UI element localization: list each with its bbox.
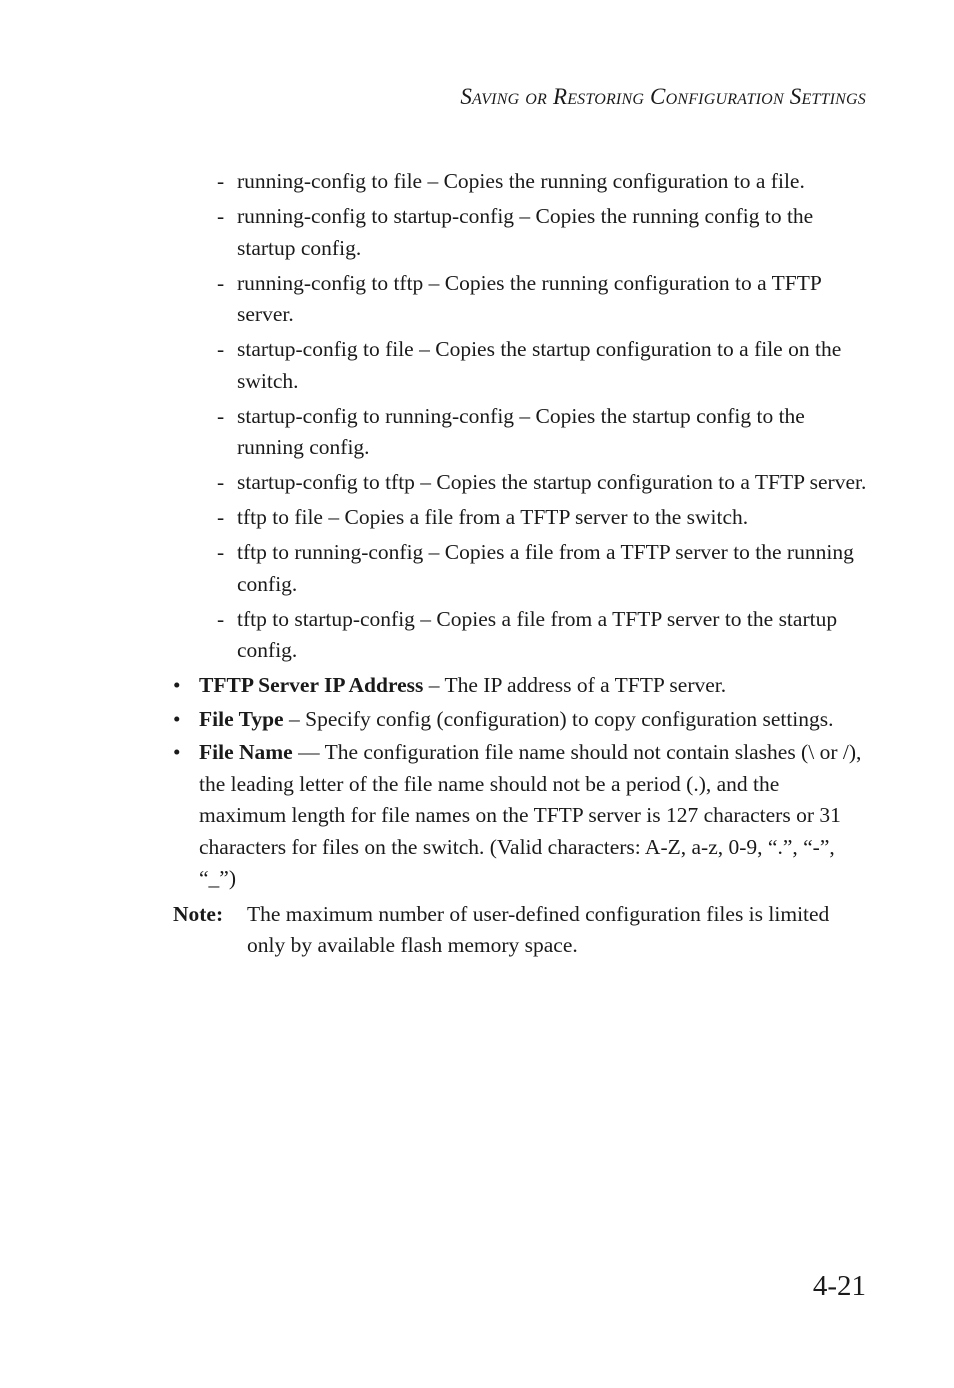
copy-options-list — [0, 166, 954, 667]
page-content — [0, 166, 954, 962]
dash-marker: - — [217, 169, 225, 193]
note-block — [173, 899, 867, 962]
bullet-item-file-type — [173, 704, 867, 736]
copy-option-text: startup-config to tftp – Copies the startup configuration to a TFTP server. — [237, 470, 867, 494]
bullet-text: — The configuration file name should not contain slashes (\ or /), the leading letter of the file name should not be a period (.), and the maximum length for file names on the TFTP server is 127 characters or 31 characters for files on the switch. (Valid characters: A-Z, a-z, 0-9, “.”, “-”, “_”) — [199, 740, 862, 890]
list-item — [217, 166, 867, 198]
copy-option-text: tftp to file – Copies a file from a TFTP server to the switch. — [237, 505, 749, 529]
dash-marker: - — [217, 540, 225, 564]
list-item — [217, 201, 867, 264]
dash-marker: - — [217, 505, 225, 529]
bullet-term: File Type — [199, 706, 284, 731]
copy-option-text: startup-config to running-config – Copies the startup config to the running config. — [237, 403, 805, 459]
field-descriptions-list — [0, 670, 954, 895]
list-item — [217, 537, 867, 600]
copy-option-text: running-config to file – Copies the running configuration to a file. — [237, 169, 805, 193]
dash-marker: - — [217, 606, 225, 631]
bullet-term: File Name — [199, 740, 293, 764]
list-item — [217, 268, 867, 331]
copy-option-text: startup-config to file – Copies the startup configuration to a file on the switch. — [237, 337, 842, 393]
bullet-marker: • — [173, 673, 181, 697]
page-number: 4-21 — [812, 1270, 866, 1302]
bullet-term: TFTP Server IP Address — [199, 673, 424, 697]
list-item — [217, 401, 867, 464]
list-item — [217, 334, 867, 397]
bullet-marker: • — [173, 706, 181, 731]
list-item — [217, 502, 867, 534]
bullet-text: – The IP address of a TFTP server. — [423, 673, 727, 697]
bullet-marker: • — [173, 740, 181, 764]
running-header: Saving or Restoring Configuration Settings — [460, 84, 866, 109]
bullet-item-tftp-server-ip — [173, 670, 867, 702]
copy-option-text: tftp to running-config – Copies a file from a TFTP server to the running config. — [237, 540, 854, 596]
dash-marker: - — [217, 337, 225, 361]
list-item — [217, 467, 867, 499]
dash-marker: - — [217, 470, 225, 494]
copy-option-text: running-config to tftp – Copies the running configuration to a TFTP server. — [237, 270, 822, 326]
bullet-item-file-name — [173, 737, 867, 895]
dash-marker: - — [217, 270, 225, 295]
note-label: Note: — [173, 901, 224, 926]
copy-option-text: tftp to startup-config – Copies a file from a TFTP server to the startup config. — [237, 606, 838, 662]
dash-marker: - — [217, 204, 225, 228]
note-text: The maximum number of user-defined configuration files is limited only by available flash memory space. — [247, 901, 830, 957]
copy-option-text: running-config to startup-config – Copies the running config to the startup config. — [237, 204, 814, 260]
bullet-text: – Specify config (configuration) to copy configuration settings. — [283, 706, 834, 731]
list-item — [217, 604, 867, 667]
dash-marker: - — [217, 403, 225, 428]
